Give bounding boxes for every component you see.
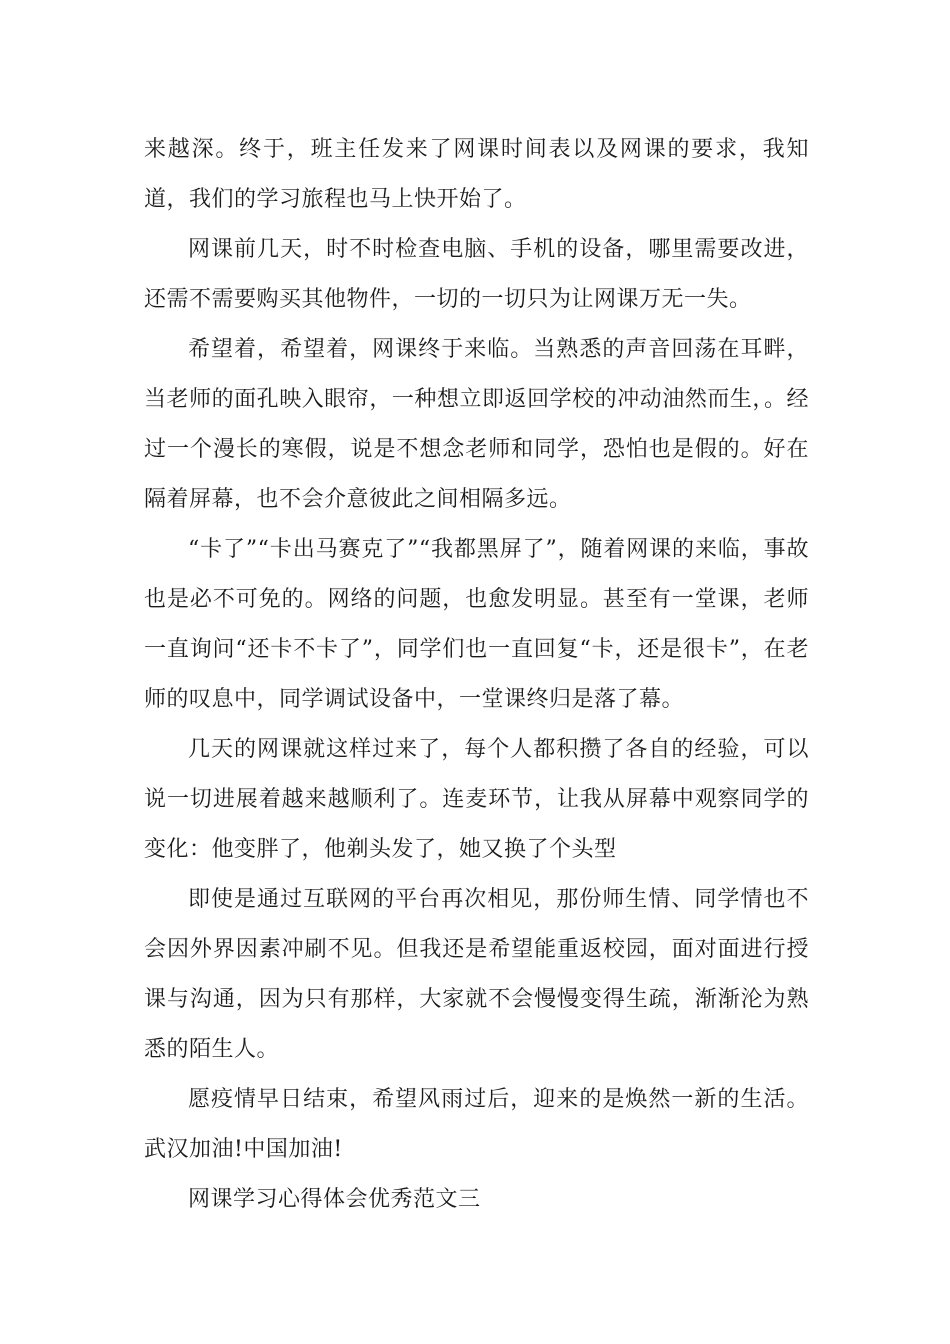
document-body	[144, 125, 809, 1225]
paragraph-wish: 愿疫情早日结束，希望风雨过后，迎来的是焕然一新的生活。武汉加油!中国加油!	[144, 1087, 809, 1162]
paragraph-network-issues: “卡了”“卡出马赛克了”“我都黑屏了”，随着网课的来临，事故也是必不可免的。网络的问题，也愈发明显。甚至有一堂课，老师一直询问“还卡不卡了”，同学们也一直回复“卡，还是很卡”，在老师的叹息中，同学调试设备中，一堂课终归是落了幕。	[144, 537, 809, 712]
paragraph-preparation: 网课前几天，时不时检查电脑、手机的设备，哪里需要改进，还需不需要购买其他物件，一切的一切只为让网课万无一失。	[144, 237, 809, 312]
paragraph-reflection: 即使是通过互联网的平台再次相见，那份师生情、同学情也不会因外界因素冲刷不见。但我还是希望能重返校园，面对面进行授课与沟通，因为只有那样，大家就不会慢慢变得生疏，渐渐沦为熟悉的陌生人。	[144, 887, 809, 1062]
paragraph-first-class: 希望着，希望着，网课终于来临。当熟悉的声音回荡在耳畔，当老师的面孔映入眼帘，一种想立即返回学校的冲动油然而生，。经过一个漫长的寒假，说是不想念老师和同学，恐怕也是假的。好在隔着屏幕，也不会介意彼此之间相隔多远。	[144, 337, 809, 512]
paragraph-continuation: 来越深。终于，班主任发来了网课时间表以及网课的要求，我知道，我们的学习旅程也马上快开始了。	[144, 137, 809, 212]
paragraph-progress: 几天的网课就这样过来了，每个人都积攒了各自的经验，可以说一切进展着越来越顺利了。连麦环节，让我从屏幕中观察同学的变化：他变胖了，他剃头发了，她又换了个头型	[144, 737, 809, 862]
section-heading: 网课学习心得体会优秀范文三	[188, 1187, 481, 1212]
